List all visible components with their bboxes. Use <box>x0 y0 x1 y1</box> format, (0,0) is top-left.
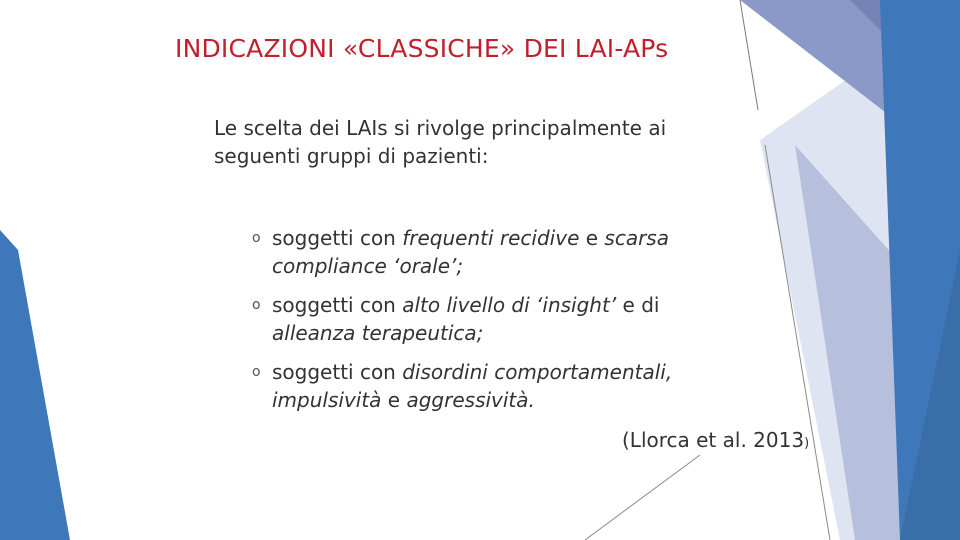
bullet-item-3 <box>252 358 732 414</box>
bullet-marker: o <box>252 230 261 246</box>
bullet-emphasis: scarsa compliance ‘orale’; <box>272 226 669 278</box>
slide-title: INDICAZIONI «CLASSICHE» DEI LAI-APs <box>175 34 669 63</box>
bullet-emphasis: aggressività. <box>406 388 535 412</box>
bullet-text: soggetti con <box>272 293 403 317</box>
bullet-marker: o <box>252 364 261 380</box>
bullet-text: soggetti con <box>272 360 403 384</box>
bullet-text: soggetti con <box>272 226 403 250</box>
thin-line-1 <box>740 0 758 110</box>
bullet-text: e di <box>616 293 660 317</box>
bullet-emphasis: frequenti recidive <box>402 226 580 250</box>
thin-line-3 <box>585 455 700 540</box>
citation-text: (Llorca et al. 2013 <box>622 428 805 452</box>
bullet-item-1 <box>252 224 732 280</box>
bullet-list <box>252 224 732 414</box>
bullet-emphasis: alto livello di ‘insight’ <box>402 293 617 317</box>
intro-text: Le scelta dei LAIs si rivolge principalmente ai seguenti gruppi di pazienti: <box>214 116 667 168</box>
bullet-text: e <box>381 388 407 412</box>
bullet-marker: o <box>252 297 261 313</box>
bullet-item-2 <box>252 291 732 347</box>
left-accent-strip <box>0 230 70 540</box>
citation-close: ) <box>804 436 810 451</box>
bullet-emphasis: alleanza terapeutica; <box>272 321 484 345</box>
citation <box>622 428 809 452</box>
bullet-emphasis: disordini comportamentali, impulsività <box>272 360 673 412</box>
bullet-text: e <box>579 226 605 250</box>
